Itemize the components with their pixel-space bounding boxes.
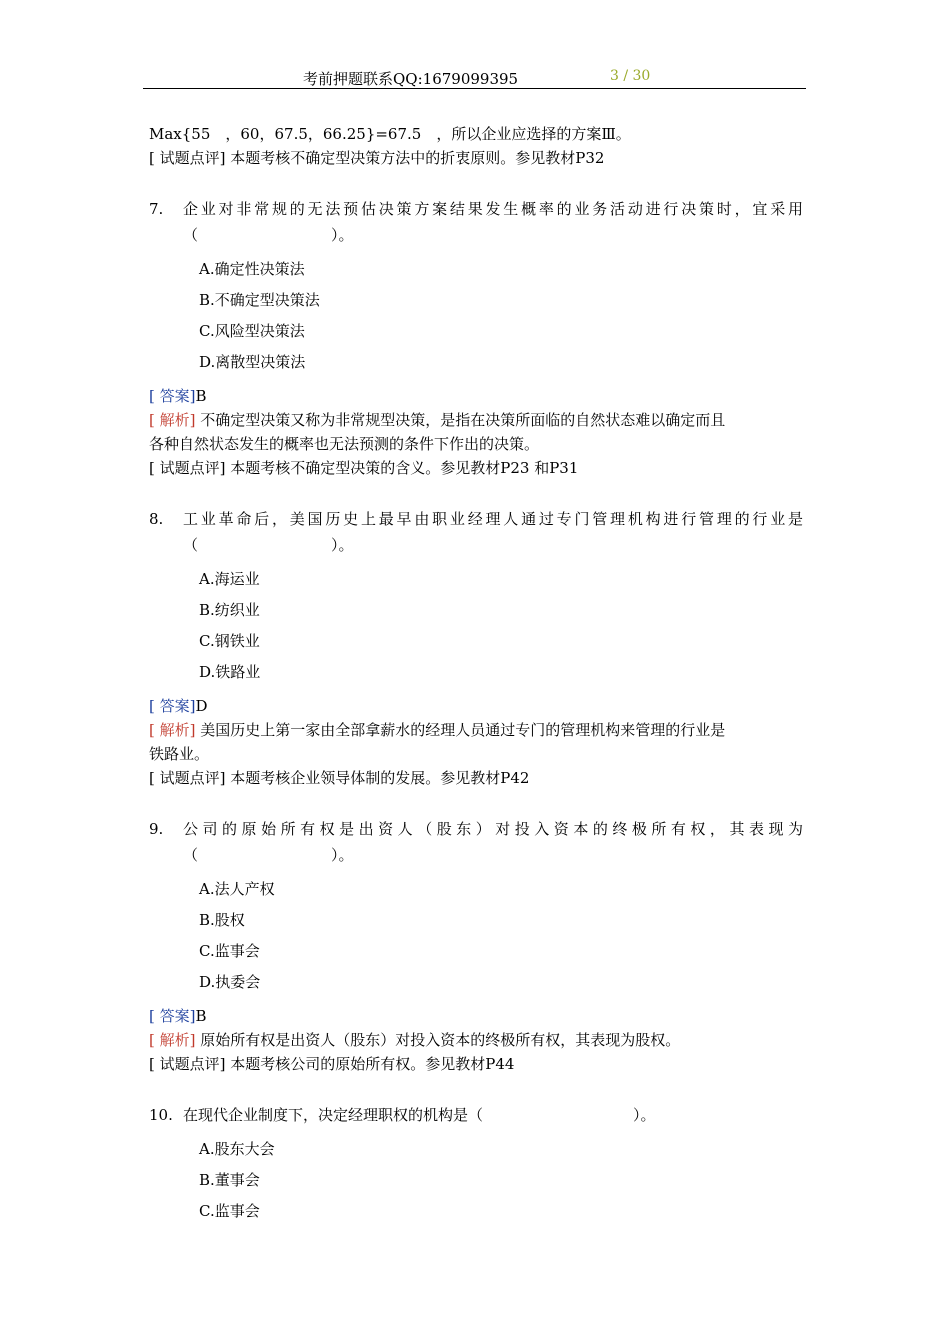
analysis-line-2: 铁路业。	[149, 745, 210, 763]
comment-text: 本题考核企业领导体制的发展。参见教材P42	[225, 769, 530, 787]
option-a: A.法人产权	[199, 880, 275, 898]
question-10	[149, 1102, 803, 1227]
answer-line	[149, 1004, 803, 1028]
analysis-text: 美国历史上第一家由全部拿薪水的经理人员通过专门的管理机构来管理的行业是	[195, 721, 726, 739]
question-line	[149, 196, 803, 222]
question-number: 10.	[149, 1106, 173, 1124]
answer-value: D	[195, 697, 208, 715]
analysis-tag: [ 解析]	[149, 1031, 196, 1049]
question-9	[149, 816, 803, 1076]
answer-value: B	[195, 387, 207, 405]
option-c: C.钢铁业	[199, 632, 260, 650]
question-text: 在现代企业制度下，决定经理职权的机构是（ ）。	[183, 1106, 656, 1124]
option-b: B.不确定型决策法	[199, 291, 320, 309]
option-d: D.执委会	[199, 973, 261, 991]
question-line	[149, 816, 803, 842]
answer-tag: [ 答案]	[149, 1007, 196, 1025]
option-a: A.海运业	[199, 570, 260, 588]
comment-tag: [ 试题点评]	[149, 459, 226, 477]
option-a: A.确定性决策法	[199, 260, 305, 278]
question-number: 8.	[149, 510, 164, 528]
option-d: D.离散型决策法	[199, 353, 306, 371]
analysis-tag: [ 解析]	[149, 721, 196, 739]
option-c: C.监事会	[199, 942, 260, 960]
analysis-tag: [ 解析]	[149, 411, 196, 429]
option-b: B.纺织业	[199, 601, 260, 619]
option-a: A.股东大会	[199, 1140, 275, 1158]
answer-tag: [ 答案]	[149, 387, 196, 405]
analysis-line-2: 各种自然状态发生的概率也无法预测的条件下作出的决策。	[149, 435, 540, 453]
analysis-line	[149, 718, 803, 742]
page-number: 3 / 30	[610, 68, 651, 84]
answer-line	[149, 694, 803, 718]
question-line	[149, 506, 803, 532]
intro-comment	[149, 146, 803, 170]
comment-text: 本题考核不确定型决策的含义。参见教材P23 和P31	[225, 459, 579, 477]
header-title: 考前押题联系QQ:1679099395	[303, 70, 519, 88]
question-7	[149, 196, 803, 480]
question-blank-line: （ ）。	[183, 226, 354, 244]
question-text: 工业革命后，美国历史上最早由职业经理人通过专门管理机构进行管理的行业是	[183, 510, 803, 528]
page-header	[143, 66, 806, 89]
question-blank-line: （ ）。	[183, 536, 354, 554]
question-8	[149, 506, 803, 790]
comment-text: 本题考核公司的原始所有权。参见教材P44	[225, 1055, 515, 1073]
page-content	[149, 122, 803, 1227]
option-c: C.风险型决策法	[199, 322, 305, 340]
option-b: B.董事会	[199, 1171, 260, 1189]
max-line: Max{55 ，60，67.5，66.25}=67.5 ，所以企业应选择的方案Ⅲ。	[149, 125, 631, 143]
answer-tag: [ 答案]	[149, 697, 196, 715]
answer-line	[149, 384, 803, 408]
analysis-line	[149, 1028, 803, 1052]
comment-tag: [ 试题点评]	[149, 1055, 226, 1073]
analysis-line	[149, 408, 803, 432]
question-number: 9.	[149, 820, 164, 838]
question-text: 企业对非常规的无法预估决策方案结果发生概率的业务活动进行决策时，宜采用	[183, 200, 803, 218]
comment-tag: [ 试题点评]	[149, 149, 226, 167]
answer-value: B	[195, 1007, 207, 1025]
analysis-text: 不确定型决策又称为非常规型决策，是指在决策所面临的自然状态难以确定而且	[195, 411, 726, 429]
analysis-text: 原始所有权是出资人（股东）对投入资本的终极所有权，其表现为股权。	[195, 1031, 681, 1049]
comment-text: 本题考核不确定型决策方法中的折衷原则。参见教材P32	[225, 149, 605, 167]
question-number: 7.	[149, 200, 164, 218]
comment-line	[149, 456, 803, 480]
option-d: D.铁路业	[199, 663, 261, 681]
comment-line	[149, 1052, 803, 1076]
option-c: C.监事会	[199, 1202, 260, 1220]
option-b: B.股权	[199, 911, 245, 929]
comment-line	[149, 766, 803, 790]
question-blank-line: （ ）。	[183, 846, 354, 864]
comment-tag: [ 试题点评]	[149, 769, 226, 787]
question-line	[149, 1102, 803, 1128]
question-text: 公司的原始所有权是出资人（股东）对投入资本的终极所有权，其表现为	[183, 820, 803, 838]
